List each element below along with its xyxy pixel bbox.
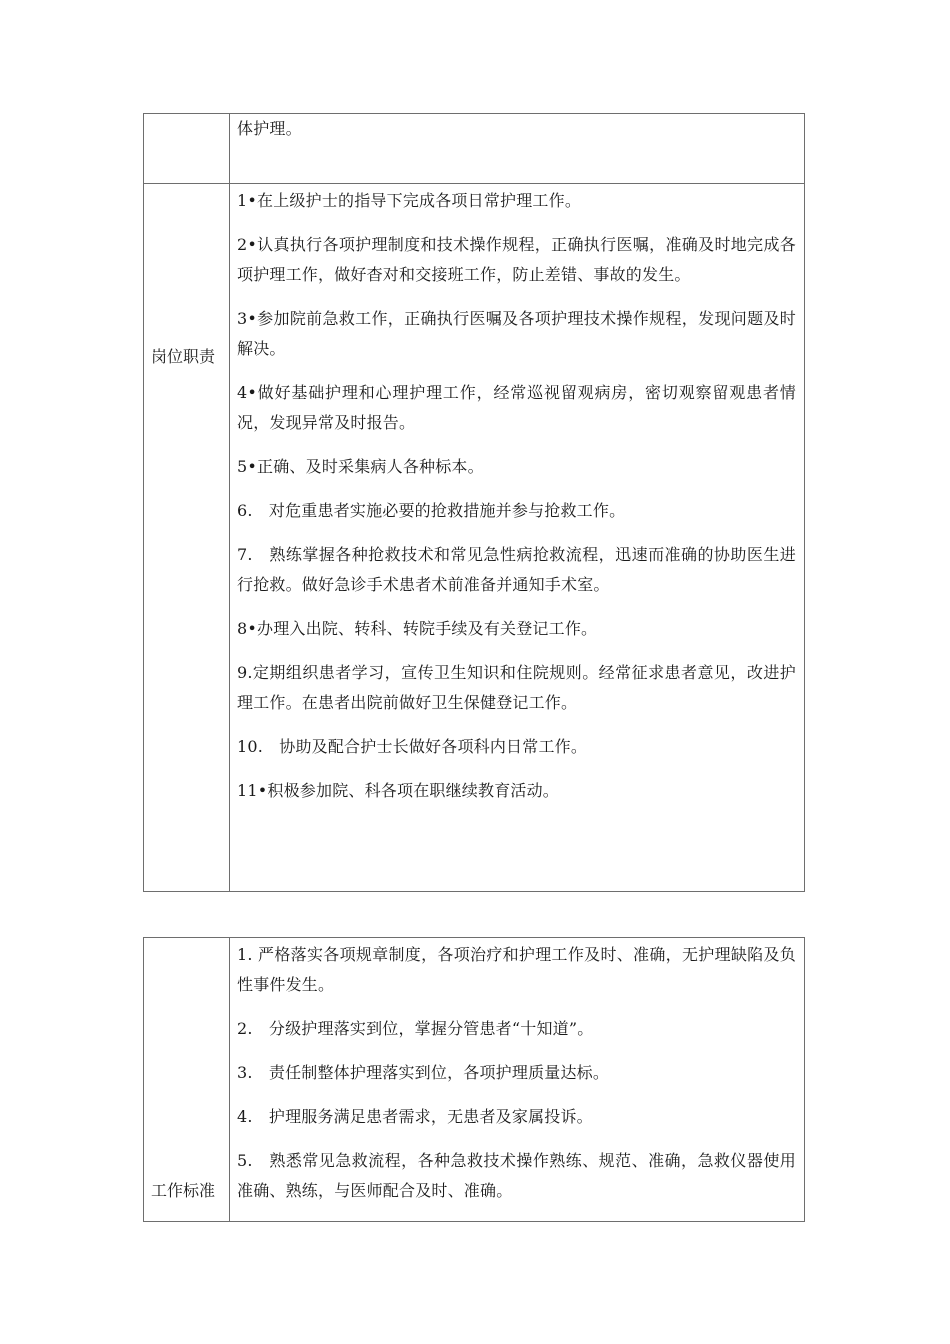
list-item: 1. 严格落实各项规章制度，各项治疗和护理工作及时、准确，无护理缺陷及负性事件发生。	[237, 945, 796, 994]
continuation-cell	[230, 114, 804, 183]
duties-label: 岗位职责	[151, 347, 216, 366]
row-label-cell	[144, 114, 230, 183]
list-item: 3. 责任制整体护理落实到位，各项护理质量达标。	[237, 1063, 610, 1082]
table-row	[144, 938, 804, 1221]
table-row	[144, 183, 804, 892]
standards-table	[143, 937, 805, 1222]
list-item: 5•正确、及时采集病人各种标本。	[237, 457, 484, 476]
list-item: 2. 分级护理落实到位，掌握分管患者“十知道”。	[237, 1019, 594, 1038]
continuation-text: 体护理。	[237, 119, 302, 138]
list-item: 4•做好基础护理和心理护理工作，经常巡视留观病房，密切观察留观患者情况，发现异常及时报告。	[237, 383, 796, 432]
list-item: 8•办理入出院、转科、转院手续及有关登记工作。	[237, 619, 598, 638]
list-item: 11•积极参加院、科各项在职继续教育活动。	[237, 781, 559, 800]
standards-content-cell	[230, 938, 804, 1221]
duties-content-cell	[230, 184, 804, 892]
list-item: 6. 对危重患者实施必要的抢救措施并参与抢救工作。	[237, 501, 626, 520]
list-item: 1•在上级护士的指导下完成各项日常护理工作。	[237, 191, 582, 210]
list-item: 4. 护理服务满足患者需求，无患者及家属投诉。	[237, 1107, 593, 1126]
row-label-cell	[144, 938, 230, 1221]
standards-label: 工作标准	[151, 1181, 216, 1200]
list-item: 10. 协助及配合护士长做好各项科内日常工作。	[237, 737, 588, 756]
list-item: 2•认真执行各项护理制度和技术操作规程，正确执行医嘱，准确及时地完成各项护理工作，做好杳对和交接班工作，防止差错、事故的发生。	[237, 235, 796, 284]
list-item: 7. 熟练掌握各种抢救技术和常见急性病抢救流程，迅速而准确的协助医生进行抢救。做好急诊手术患者术前准备并通知手术室。	[237, 545, 796, 594]
list-item: 9.定期组织患者学习，宣传卫生知识和住院规则。经常征求患者意见，改进护理工作。在患者出院前做好卫生保健登记工作。	[237, 663, 796, 712]
row-label-cell	[144, 184, 230, 892]
list-item: 5. 熟悉常见急救流程，各种急救技术操作熟练、规范、准确，急救仪器使用准确、熟练，与医师配合及时、准确。	[237, 1151, 796, 1200]
list-item: 3•参加院前急救工作，正确执行医嘱及各项护理技术操作规程，发现问题及时解决。	[237, 309, 796, 358]
table-row	[144, 114, 804, 183]
responsibilities-table	[143, 113, 805, 892]
